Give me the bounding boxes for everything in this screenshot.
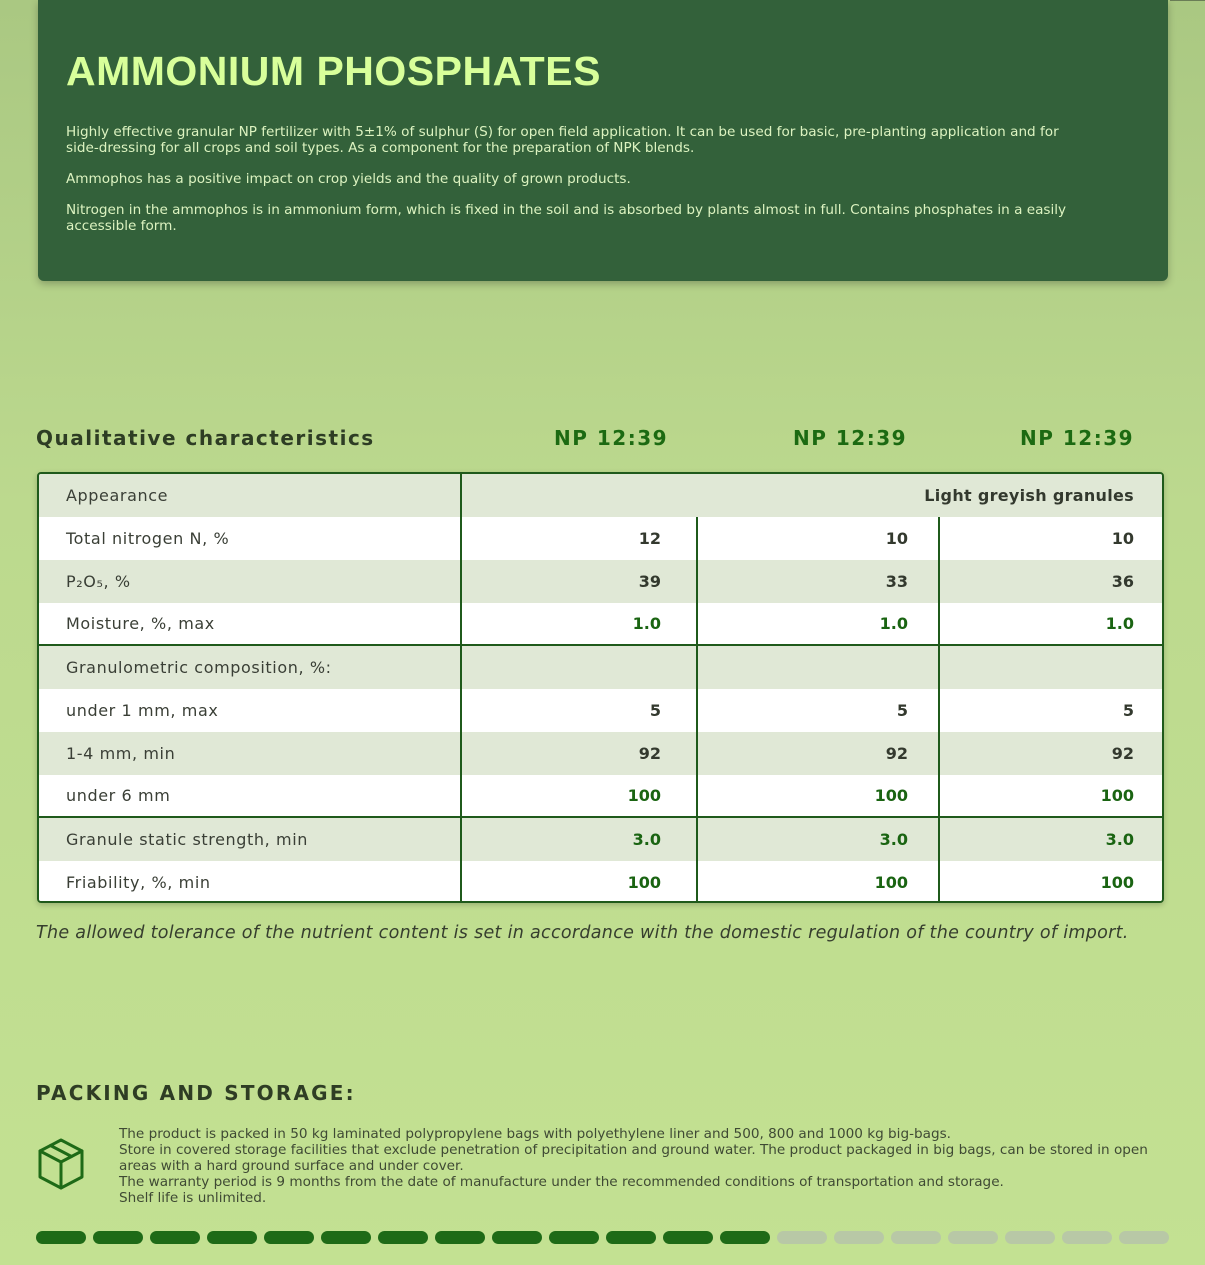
- table-row: [39, 818, 1162, 861]
- packing-line: Shelf life is unlimited.: [119, 1190, 267, 1206]
- row-label: P₂O₅, %: [39, 560, 462, 603]
- cell-value: 1.0: [1105, 614, 1134, 633]
- cell-value: 3.0: [698, 818, 940, 861]
- cell-value: [698, 646, 940, 689]
- progress-segment-complete: [663, 1231, 713, 1244]
- table-row: [39, 517, 1162, 560]
- cell-value: 92: [698, 732, 940, 775]
- progress-segment-complete: [606, 1231, 656, 1244]
- cell-value: 10: [1111, 529, 1134, 548]
- progress-segment-pending: [1005, 1231, 1055, 1244]
- progress-segment-complete: [207, 1231, 257, 1244]
- cell-value: 5: [1122, 701, 1134, 720]
- description-paragraph: Highly effective granular NP fertilizer with 5±1% of sulphur (S) for open field application. It can be used for basic, pre-planting application and for side-dressing for all crops and soil types. As a component for the preparation of NPK blends.: [66, 124, 1059, 156]
- packing-text: [119, 1126, 1169, 1206]
- appearance-value: Light greyish granules: [924, 486, 1134, 505]
- progress-segment-complete: [492, 1231, 542, 1244]
- progress-segment-pending: [1062, 1231, 1112, 1244]
- progress-segment-complete: [720, 1231, 770, 1244]
- progress-segment-pending: [834, 1231, 884, 1244]
- table-row: [39, 689, 1162, 732]
- row-label: under 6 mm: [39, 775, 462, 816]
- page-title: AMMONIUM PHOSPHATES: [66, 48, 601, 94]
- cell-value: 33: [698, 560, 940, 603]
- progress-segment-complete: [264, 1231, 314, 1244]
- description-paragraph: Nitrogen in the ammophos is in ammonium form, which is fixed in the soil and is absorbed by plants almost in full. Contains phosphates in a easily accessible form.: [66, 202, 1067, 234]
- cell-value: 39: [462, 560, 698, 603]
- progress-segment-complete: [378, 1231, 428, 1244]
- cell-value: 92: [1111, 744, 1134, 763]
- cell-value: 100: [698, 861, 940, 903]
- table-row: [39, 474, 1162, 517]
- cell-value: 92: [462, 732, 698, 775]
- row-label: Granulometric composition, %:: [39, 646, 462, 689]
- progress-segment-pending: [891, 1231, 941, 1244]
- cell-value: 5: [462, 689, 698, 732]
- row-label: Moisture, %, max: [39, 603, 462, 644]
- characteristics-title: Qualitative characteristics: [36, 426, 375, 450]
- cell-value: [940, 646, 1162, 689]
- progress-segment-complete: [549, 1231, 599, 1244]
- cell-value: 100: [462, 861, 698, 903]
- progress-segment-pending: [1119, 1231, 1169, 1244]
- characteristics-header: [0, 424, 1205, 454]
- package-box-icon: [36, 1137, 86, 1191]
- page-progress-indicator: [36, 1231, 1166, 1244]
- progress-segment-complete: [93, 1231, 143, 1244]
- packing-title: PACKING AND STORAGE:: [36, 1081, 356, 1105]
- cell-value: 36: [1111, 572, 1134, 591]
- table-row: [39, 560, 1162, 603]
- characteristics-table: [37, 472, 1164, 903]
- progress-segment-complete: [150, 1231, 200, 1244]
- progress-segment-complete: [321, 1231, 371, 1244]
- table-row: [39, 775, 1162, 818]
- cell-value: 100: [698, 775, 940, 816]
- row-label: 1-4 mm, min: [39, 732, 462, 775]
- packing-line: Store in covered storage facilities that exclude penetration of precipitation and ground water. The product packaged in big bags, can be stored in open areas with a hard ground surface and under cover.: [119, 1142, 1148, 1174]
- cell-value: 3.0: [462, 818, 698, 861]
- table-row: [39, 646, 1162, 689]
- tolerance-note: The allowed tolerance of the nutrient content is set in accordance with the domestic regulation of the country of import.: [36, 923, 1129, 943]
- row-label: Granule static strength, min: [39, 818, 462, 861]
- column-header-3: NP 12:39: [1020, 426, 1135, 450]
- description-paragraph: Ammophos has a positive impact on crop yields and the quality of grown products.: [66, 171, 631, 187]
- product-header: [38, 0, 1168, 281]
- product-description: [66, 124, 1086, 249]
- row-label: under 1 mm, max: [39, 689, 462, 732]
- packing-line: The warranty period is 9 months from the date of manufacture under the recommended conditions of transportation and storage.: [119, 1174, 1004, 1190]
- column-header-2: NP 12:39: [793, 426, 908, 450]
- cell-value: 10: [698, 517, 940, 560]
- progress-segment-complete: [36, 1231, 86, 1244]
- cell-value: 100: [1100, 873, 1134, 892]
- cell-value: 3.0: [1105, 830, 1134, 849]
- progress-segment-pending: [777, 1231, 827, 1244]
- cell-value: 1.0: [462, 603, 698, 644]
- progress-segment-complete: [435, 1231, 485, 1244]
- cell-value: 100: [1100, 786, 1134, 805]
- row-label: Friability, %, min: [39, 861, 462, 903]
- cell-value: 5: [698, 689, 940, 732]
- table-row: [39, 732, 1162, 775]
- table-row: [39, 603, 1162, 646]
- table-row: [39, 861, 1162, 903]
- column-header-1: NP 12:39: [554, 426, 669, 450]
- cell-value: 100: [462, 775, 698, 816]
- progress-segment-pending: [948, 1231, 998, 1244]
- cell-value: 1.0: [698, 603, 940, 644]
- cell-value: [462, 646, 698, 689]
- cell-value: 12: [462, 517, 698, 560]
- top-edge-line: [1170, 0, 1205, 1]
- row-label: Total nitrogen N, %: [39, 517, 462, 560]
- packing-line: The product is packed in 50 kg laminated polypropylene bags with polyethylene liner and 500, 800 and 1000 kg big-bags.: [119, 1126, 951, 1142]
- row-label: Appearance: [39, 474, 462, 517]
